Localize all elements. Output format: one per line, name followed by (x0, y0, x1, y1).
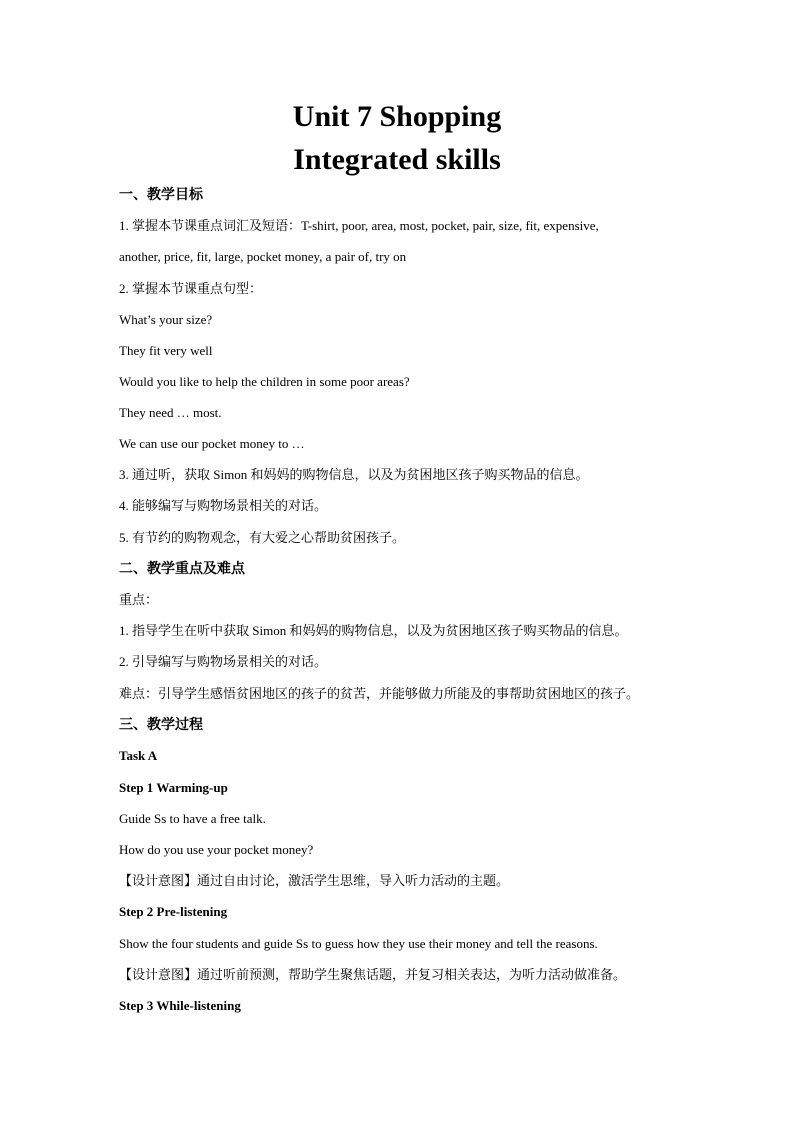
section-heading-key-points: 二、教学重点及难点 (119, 561, 245, 577)
key-sentence: They fit very well (119, 343, 213, 358)
step-text: Guide Ss to have a free talk. (119, 811, 266, 826)
key-point-item-2: 2. 引导编写与购物场景相关的对话。 (119, 654, 328, 669)
key-sentence: They need … most. (119, 405, 222, 420)
key-sentence: What’s your size? (119, 312, 213, 327)
key-sentence: We can use our pocket money to … (119, 436, 305, 451)
design-intent: 【设计意图】通过听前预测，帮助学生聚焦话题，并复习相关表达，为听力活动做准备。 (119, 967, 627, 982)
step-heading: Step 3 While-listening (119, 998, 241, 1013)
section-heading-process: 三、教学过程 (119, 717, 203, 733)
objective-item-2: 2. 掌握本节课重点句型： (119, 281, 263, 296)
objective-item-1: 1. 掌握本节课重点词汇及短语：T-shirt, poor, area, most, pocket, pair, size, fit, expensive, (119, 218, 599, 233)
task-heading: Task A (119, 748, 158, 763)
design-intent: 【设计意图】通过自由讨论，激活学生思维，导入听力活动的主题。 (119, 873, 510, 888)
document-subtitle: Integrated skills (293, 143, 501, 176)
objective-item-1-continued: another, price, fit, large, pocket money, a pair of, try on (119, 249, 407, 264)
step-heading: Step 1 Warming-up (119, 780, 228, 795)
difficult-point: 难点：引导学生感悟贫困地区的孩子的贫苦，并能够做力所能及的事帮助贫困地区的孩子。 (119, 686, 640, 701)
step-text: How do you use your pocket money? (119, 842, 314, 857)
key-sentence: Would you like to help the children in some poor areas? (119, 374, 410, 389)
objective-item-4: 4. 能够编写与购物场景相关的对话。 (119, 498, 328, 513)
objective-item-5: 5. 有节约的购物观念，有大爱之心帮助贫困孩子。 (119, 530, 406, 545)
key-point-item-1: 1. 指导学生在听中获取 Simon 和妈妈的购物信息，以及为贫困地区孩子购买物品的信息。 (119, 623, 628, 638)
section-heading-objectives: 一、教学目标 (119, 187, 203, 203)
key-points-label: 重点： (119, 592, 159, 607)
step-text: Show the four students and guide Ss to guess how they use their money and tell the reasons. (119, 936, 598, 951)
document-title: Unit 7 Shopping (292, 100, 502, 133)
step-heading: Step 2 Pre-listening (119, 904, 228, 919)
objective-item-3: 3. 通过听，获取 Simon 和妈妈的购物信息，以及为贫困地区孩子购买物品的信息。 (119, 467, 589, 482)
